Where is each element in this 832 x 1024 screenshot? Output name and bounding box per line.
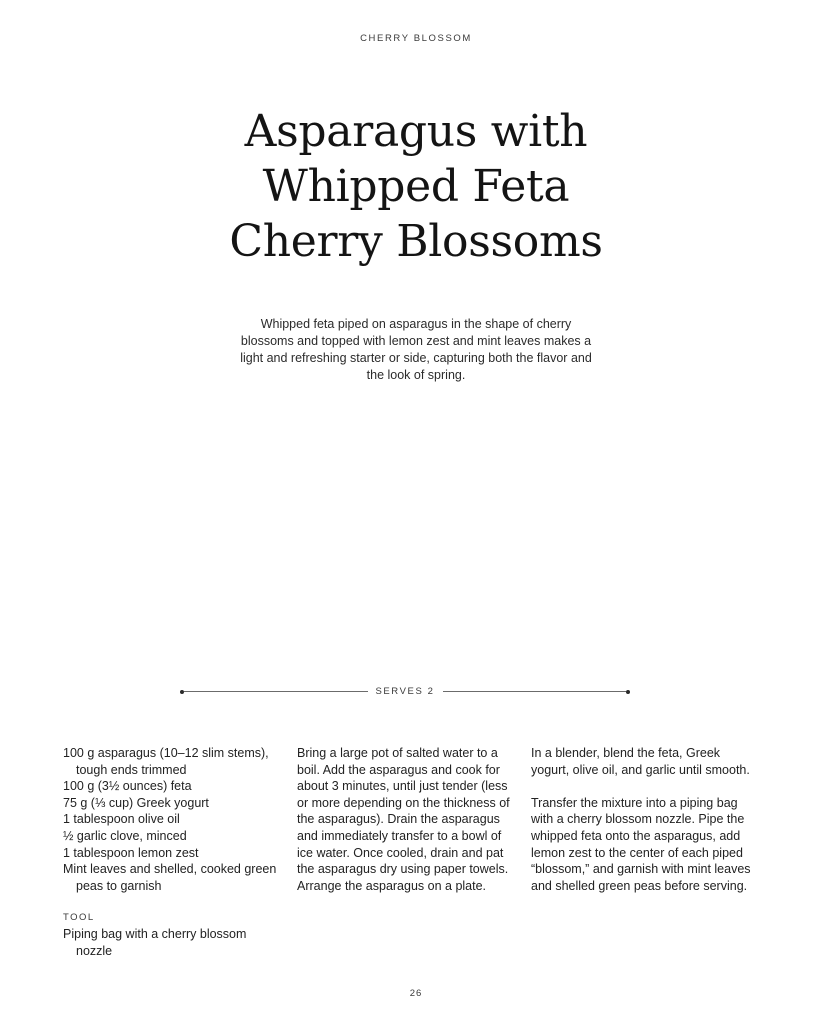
ingredient-item: 1 tablespoon lemon zest: [63, 845, 199, 860]
method-step: Transfer the mixture into a piping bag with a cherry blossom nozzle. Pipe the whipped feta onto the asparagus, add lemon zest to the center of each piped “blossom,” and garnish with mint leaves and shelled green peas before serving.: [531, 795, 751, 893]
method-column-1: [297, 745, 517, 911]
recipe-title: [0, 104, 832, 269]
divider-line-left: [184, 691, 368, 692]
method-step: Bring a large pot of salted water to a boil. Add the asparagus and cook for about 3 minutes, until just tender (less or more depending on the thickness of the asparagus). Drain the asparagus and immediately transfer to a bowl of ice water. Once cooled, drain and pat the asparagus dry using paper towels. Arrange the asparagus on a plate.: [297, 746, 510, 893]
method-step: In a blender, blend the feta, Greek yogurt, olive oil, and garlic until smooth.: [531, 746, 750, 777]
ingredient-item: 75 g (⅓ cup) Greek yogurt: [63, 795, 209, 810]
page-number: 26: [409, 988, 423, 999]
title-line-1: Asparagus with: [244, 106, 588, 157]
tool-heading: TOOL: [63, 912, 95, 924]
ingredient-item: 100 g asparagus (10–12 slim stems), tough ends trimmed: [63, 746, 269, 777]
serves-label: SERVES 2: [375, 686, 435, 697]
divider-dot-right: [626, 690, 630, 694]
ingredient-item: Mint leaves and shelled, cooked green peas to garnish: [63, 862, 277, 893]
method-column-2: [531, 745, 751, 911]
serves-divider: [180, 684, 630, 700]
title-line-3: Cherry Blossoms: [229, 216, 603, 267]
running-head: CHERRY BLOSSOM: [360, 33, 472, 44]
recipe-intro: Whipped feta piped on asparagus in the shape of cherry blossoms and topped with lemon zest and mint leaves makes a light and refreshing starter or side, capturing both the flavor and the look of spring.: [240, 317, 592, 382]
title-line-2: Whipped Feta: [262, 161, 570, 212]
ingredients-list: [63, 745, 278, 894]
divider-line-right: [443, 691, 626, 692]
ingredients-column: [63, 745, 278, 960]
ingredient-item: ½ garlic clove, minced: [63, 828, 187, 843]
tool-text: Piping bag with a cherry blossom nozzle: [63, 927, 247, 958]
ingredient-item: 1 tablespoon olive oil: [63, 812, 180, 827]
ingredient-item: 100 g (3½ ounces) feta: [63, 779, 192, 794]
